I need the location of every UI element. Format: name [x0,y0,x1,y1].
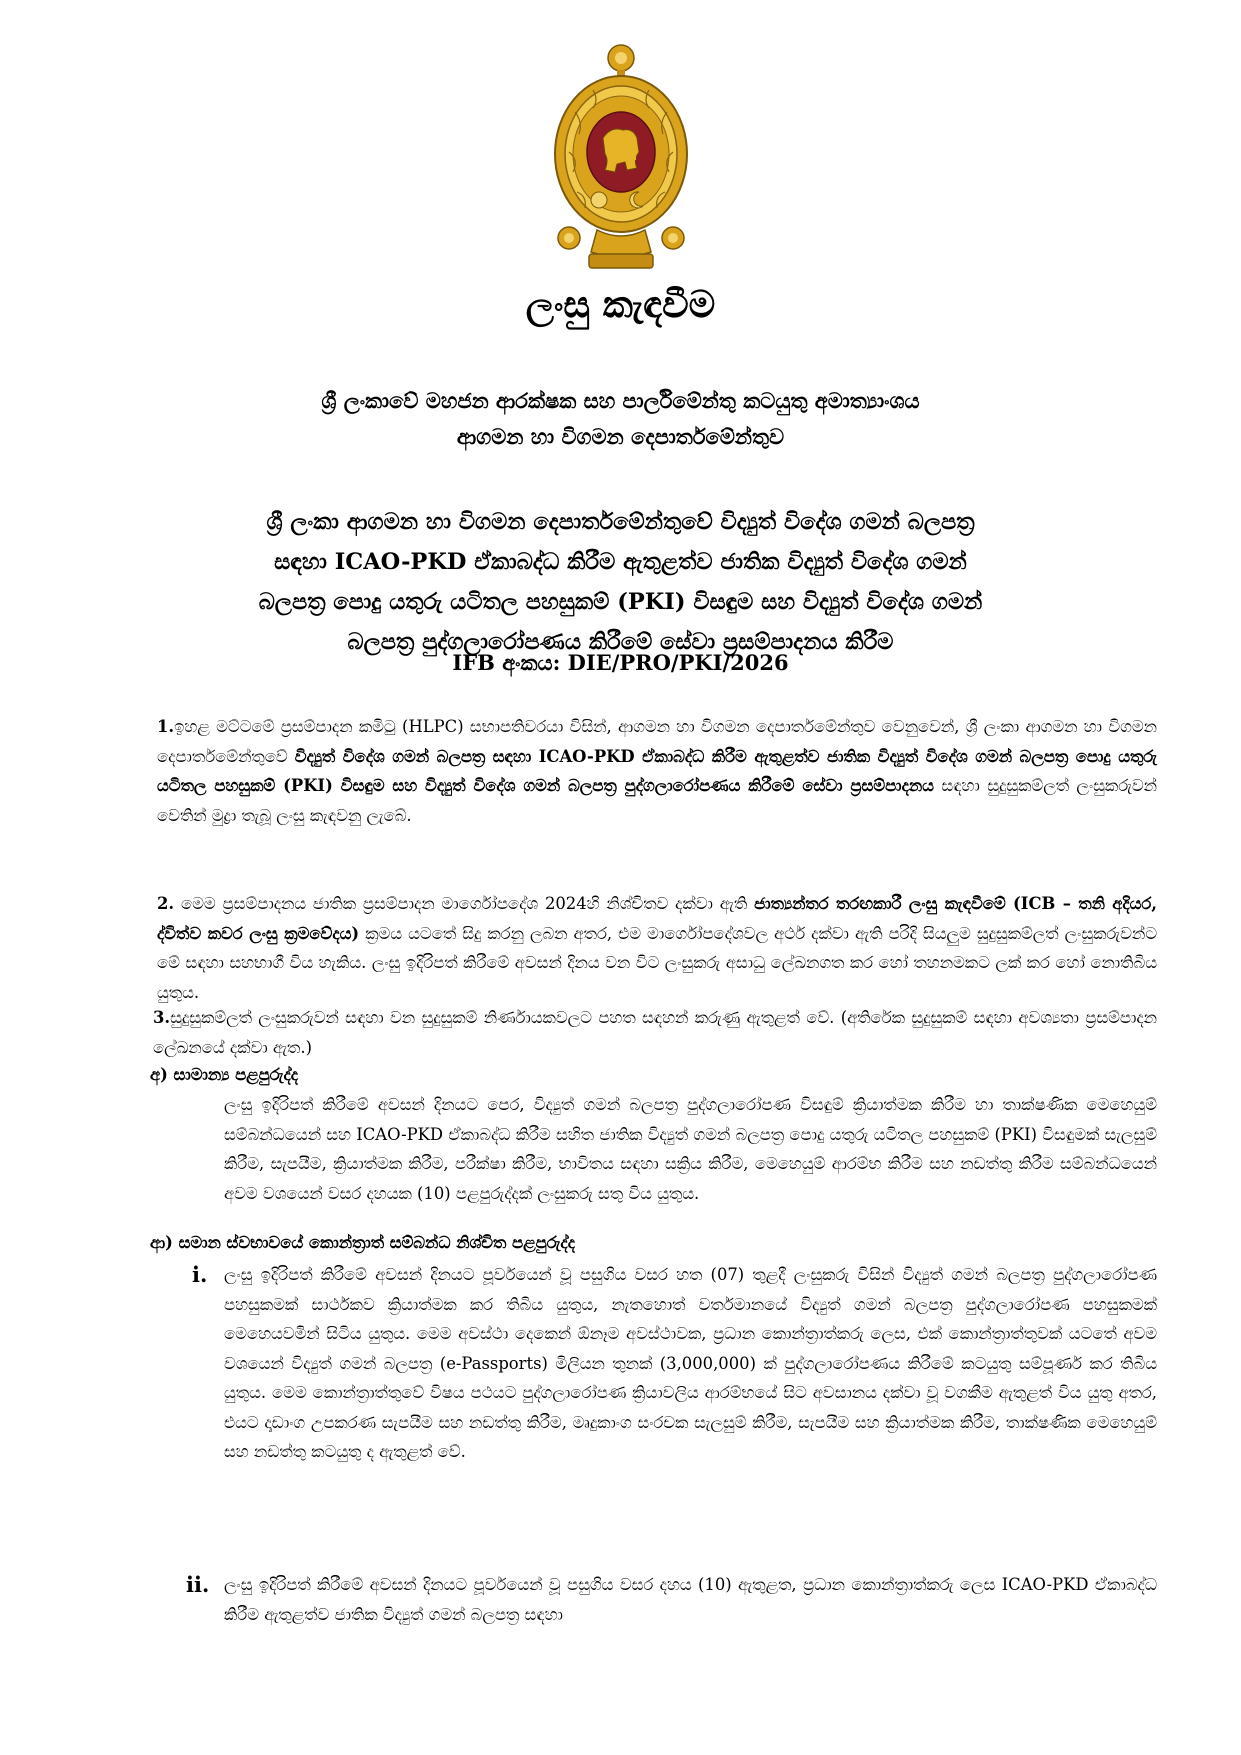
paragraph-3 [153,1003,1157,1062]
project-title-line-4: බලපත්‍ර පුද්ගලාරෝපණය කිරීමේ සේවා ප්‍රසම්පාදනය කිරීම [347,629,894,655]
paragraph-text: ක්‍රමය යටතේ සිදු කරනු ලබන අතර, එම මාර්ගෝපදේශවල අර්ථ දක්වා ඇති පරිදි සියලුම සුදුසුකම්ලත් ලංසුකරුවන්ට මේ සඳහා සහභාගී විය හැකිය. ලංසු ඉදිරිපත් කිරීමේ අවසන් දිනය වන විට ලංසුකරු අසාධු ලේඛනගත කර හෝ තහනමකට ලක් කර හෝ නොතිබිය යුතුය. [157,923,1157,1002]
list-item-text: ලංසු ඉදිරිපත් කිරීමේ අවසන් දිනයට පූර්වයෙන් වූ පසුගිය වසර දහය (10) ඇතුළත, ප්‍රධාන කොන්ත්‍රාත්කරු ලෙස ICAO-PKD ඒකාබද්ධ කිරීම ඇතුළත්ව ජාතික විද්‍යුත් ගමන් බලපත්‍ර සඳහා [224,1575,1157,1624]
ministry-name: ශ්‍රී ලංකාවේ මහජන ආරක්ෂක සහ පාර්ලිමේන්තු කටයුතු අමාත්‍යාංශය [321,388,920,413]
paragraph-number: 3. [153,1008,171,1027]
list-item-text: ලංසු ඉදිරිපත් කිරීමේ අවසන් දිනයට පූර්වයෙන් වූ පසුගිය වසර හත (07) තුළදී ලංසුකරු විසින් විද්‍යුත් ගමන් බලපත්‍ර පුද්ගලාරෝපණ පහසුකමක් සාර්ථකව ක්‍රියාත්මක කර තිබිය යුතුය, නැතහොත් වර්තමානයේ විද්‍යුත් ගමන් බලපත්‍ර පුද්ගලාරෝපණ පහසුකමක් මෙහෙයවමින් සිටිය යුතුය. මෙම අවස්ථා දෙකෙන් ඕනෑම අවස්ථාවක, ප්‍රධාන කොන්ත්‍රාත්කරු ලෙස, එක් කොන්ත්‍රාත්තුවක් යටතේ අවම වශයෙන් විද්‍යුත් ගමන් බලපත්‍ර (e-Passports) මිලියන තුනක් (3,000,000) ක් පුද්ගලාරෝපණය කිරීමේ කටයුතු සම්පූර්ණ කර තිබිය යුතුය. මෙම කොන්ත්‍රාත්තුවේ විෂය පථයට පුද්ගලාරෝපණ ක්‍රියාවලිය ආරම්භයේ සිට අවසානය දක්වා වූ වගකීම ඇතුළත් විය යුතු අතර, එයට දෘඩාංග උපකරණ සැපයීම සහ නඩත්තු කිරීම, මෘදුකාංග සංරචක සැලසුම් කිරීම, සැපයීම සහ ක්‍රියාත්මක කිරීම, තාක්ෂණික මෙහෙයුම් සහ නඩත්තු කටයුතු ද ඇතුළත් වේ. [224,1265,1157,1461]
project-title [130,502,1111,662]
paragraph-bold-text: විද්‍යුත් විදේශ ගමන් බලපත්‍ර සඳහා ICAO-PKD ඒකාබද්ධ කිරීම ඇතුළත්ව ජාතික විද්‍යුත් විදේශ ගමන් බලපත්‍ර පොදු යතුරු යටිතල පහසුකම් (PKI) විසඳුම සහ විද්‍යුත් විදේශ ගමන් බලපත්‍ර පුද්ගලාරෝපණය කිරීමේ සේවා ප්‍රසම්පාදනය [157,746,1157,795]
ifb-number: IFB අංකය: DIE/PRO/PKI/2026 [452,650,789,675]
section-a-text: ලංසු ඉදිරිපත් කිරීමේ අවසන් දිනයට පෙර, විද්‍යුත් ගමන් බලපත්‍ර පුද්ගලාරෝපණ විසඳුම් ක්‍රියාත්මක කිරීම හා තාක්ෂණික මෙහෙයුම් සම්බන්ධයෙන් සහ ICAO-PKD ඒකාබද්ධ කිරීම සහිත ජාතික විද්‍යුත් ගමන් බලපත්‍ර පොදු යතුරු යටිතල පහසුකම් (PKI) විසඳුමක් සැලසුම් කිරීම, සැපයීම, ක්‍රියාත්මක කිරීම, පරීක්ෂා කිරීම, භාවිතය සඳහා සක්‍රිය කිරීම, මෙහෙයුම් ආරම්භ කිරීම සහ නඩත්තු කිරීම සම්බන්ධයෙන් අවම වශයෙන් වසර දහයක (10) පළපුරුද්දක් ලංසුකරු සතු විය යුතුය. [224,1095,1157,1203]
section-a-heading: අ) සාමාන්‍ය පළපුරුද්ද [150,1065,299,1084]
paragraph-text: ඉහළ මට්ටමේ ප්‍රසම්පාදන කමිටු (HLPC) සභාපතිවරයා විසින්, ආගමන හා විගමන දෙපාර්තමේන්තුව වෙනුවෙන්, ශ්‍රී ලංකා ආගමන හා විගමන දෙපාර්තමේන්තුවේ [157,717,1157,766]
paragraph-1 [157,712,1157,830]
paragraph-number: 2. [157,894,175,913]
page-title: ලංසු කැඳවීම [525,282,716,326]
list-item-number: i. [192,1262,208,1287]
paragraph-bold-text: ජාත්‍යන්තර තරඟකාරී ලංසු කැඳවීමේ (ICB – තනි අදියර, ද්විත්ව කවර ලංසු ක්‍රමවේදය) [157,894,1157,943]
paragraph-number: 1. [157,717,175,736]
paragraph-text: මෙම ප්‍රසම්පාදනය ජාතික ප්‍රසම්පාදන මාර්ගෝපදේශ 2024හි නිශ්චිතව දක්වා ඇති [174,894,755,913]
project-title-line-2: සඳහා ICAO-PKD ඒකාබද්ධ කිරීම ඇතුළත්ව ජාතික විද්‍යුත් විදේශ ගමන් [274,549,967,575]
section-aa-heading: ආ) සමාන ස්වභාවයේ කොන්ත්‍රාත් සම්බන්ධ නිශ්චිත පළපුරුද්ද [150,1233,575,1252]
ministry-heading [100,383,1141,455]
project-title-line-1: ශ්‍රී ලංකා ආගමන හා විගමන දෙපාර්තමේන්තුවේ විද්‍යුත් විදේශ ගමන් බලපත්‍ර [266,509,975,535]
sri-lanka-emblem-icon [553,42,689,274]
paragraph-2 [157,889,1157,1007]
paragraph-text: සුදුසුකම්ලත් ලංසුකරුවන් සඳහා වන සුදුසුකම් නිර්ණායකවලට පහත සඳහන් කරුණු ඇතුළත් වේ. (අතිරේක සුදුසුකම් සඳහා අවශ්‍යතා ප්‍රසම්පාදන ලේඛනයේ දක්වා ඇත.) [153,1008,1157,1057]
department-name: ආගමන හා විගමන දෙපාර්තමේන්තුව [456,424,785,449]
paragraph-text: සඳහා සුදුසුකම්ලත් ලංසුකරුවන් වෙතින් මුද්‍රා තැබූ ලංසු කැඳවනු ලැබේ. [157,776,1157,825]
project-title-line-3: බලපත්‍ර පොදු යතුරු යටිතල පහසුකම් (PKI) විසඳුම සහ විද්‍යුත් විදේශ ගමන් [258,589,983,615]
list-item-number: ii. [186,1572,210,1597]
